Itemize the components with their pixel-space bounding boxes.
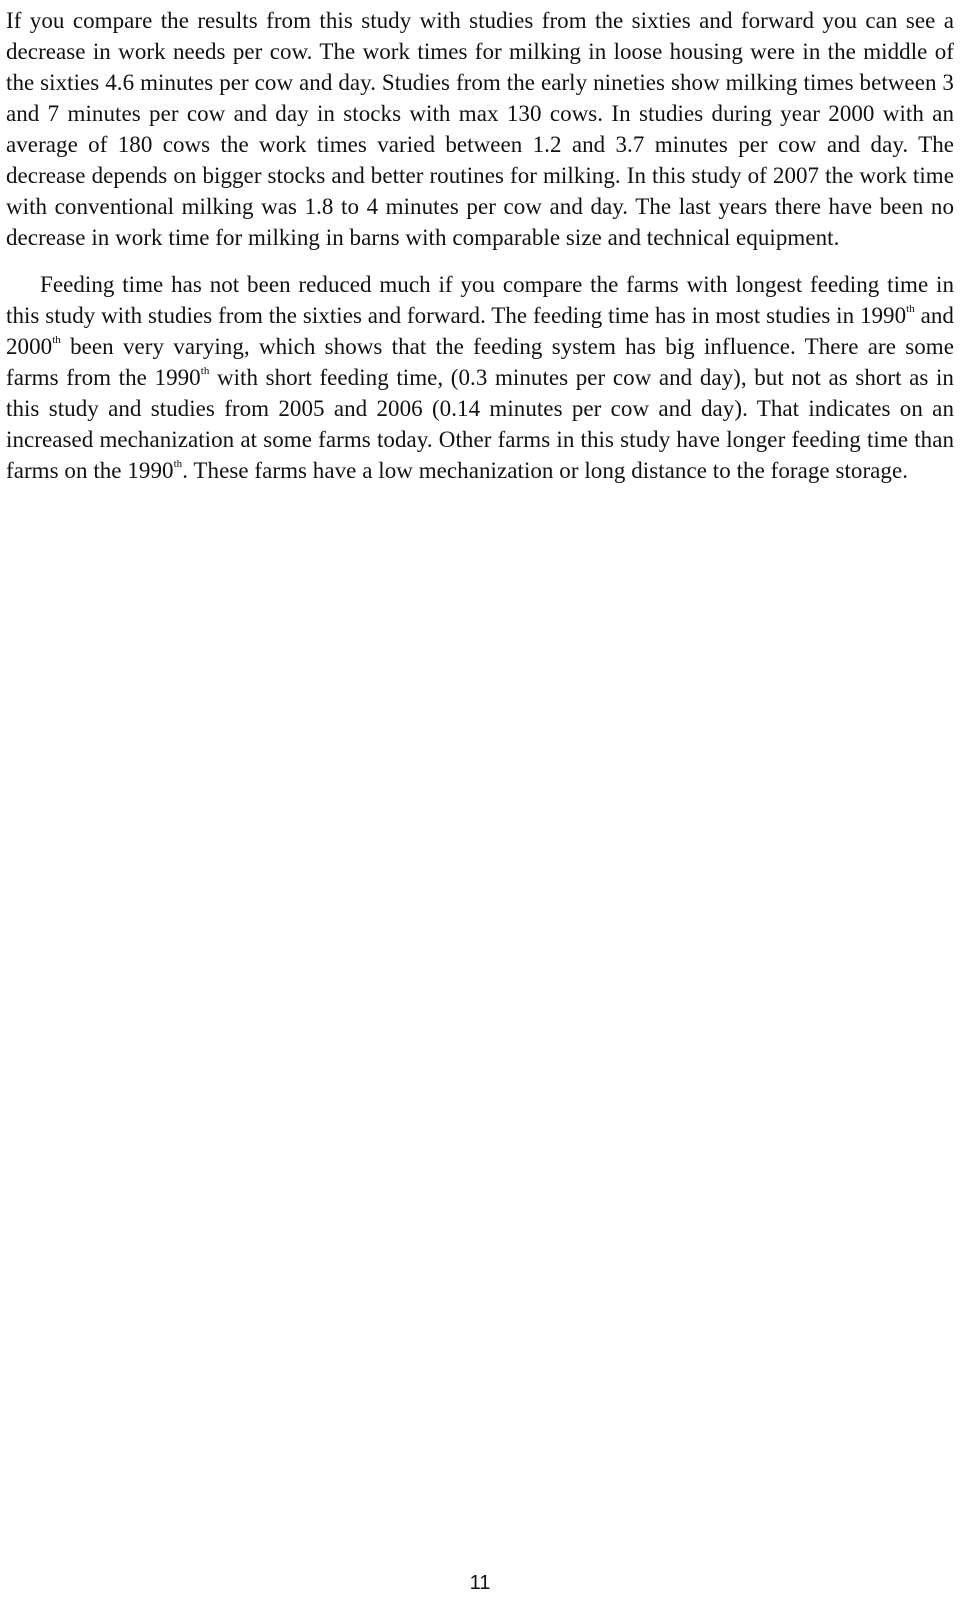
text-run: . These farms have a low mechanization or long distance to the forage storage.	[182, 458, 909, 483]
paragraph-feeding-time	[6, 269, 954, 486]
body-text	[6, 5, 954, 486]
year: 2000	[6, 334, 53, 359]
ordinal-suffix: th	[906, 303, 915, 315]
year: 1990	[859, 303, 907, 328]
text-run: with short feeding time, (0.3 minutes per cow and day), but not as short as in this study and studies from 2005 and 2006 (0.14 minutes per cow and day). That indicates on an increased mechanization at some farms today. Other farms in this study have longer feeding time than farms on the	[6, 365, 954, 483]
page-number: 11	[469, 1572, 491, 1594]
year: 1990	[154, 365, 201, 390]
paragraph-milking-times: If you compare the results from this study with studies from the sixties and forward you can see a decrease in work needs per cow. The work times for milking in loose housing were in the middle of the sixties 4.6 minutes per cow and day. Studies from the early nineties show milking times between 3 and 7 minutes per cow and day in stocks with max 130 cows. In studies during year 2000 with an average of 180 cows the work times varied between 1.2 and 3.7 minutes per cow and day. The decrease depends on bigger stocks and better routines for milking. In this study of 2007 the work time with conventional milking was 1.8 to 4 minutes per cow and day. The last years there have been no decrease in work time for milking in barns with comparable size and technical equipment.	[6, 8, 954, 250]
document-page	[6, 0, 954, 1597]
text-run: Feeding time has not been reduced much if you compare the farms with longest feeding time in this study with studies from the sixties and forward. The feeding time has in most studies in	[6, 272, 954, 328]
text-run: and	[914, 303, 954, 328]
ordinal-suffix: th	[200, 365, 210, 377]
ordinal-suffix: th	[52, 334, 61, 346]
text-run: been very varying, which shows that the feeding system has big influence. There are some farms from the	[6, 334, 954, 390]
year: 1990	[127, 458, 174, 483]
ordinal-suffix: th	[173, 458, 183, 470]
